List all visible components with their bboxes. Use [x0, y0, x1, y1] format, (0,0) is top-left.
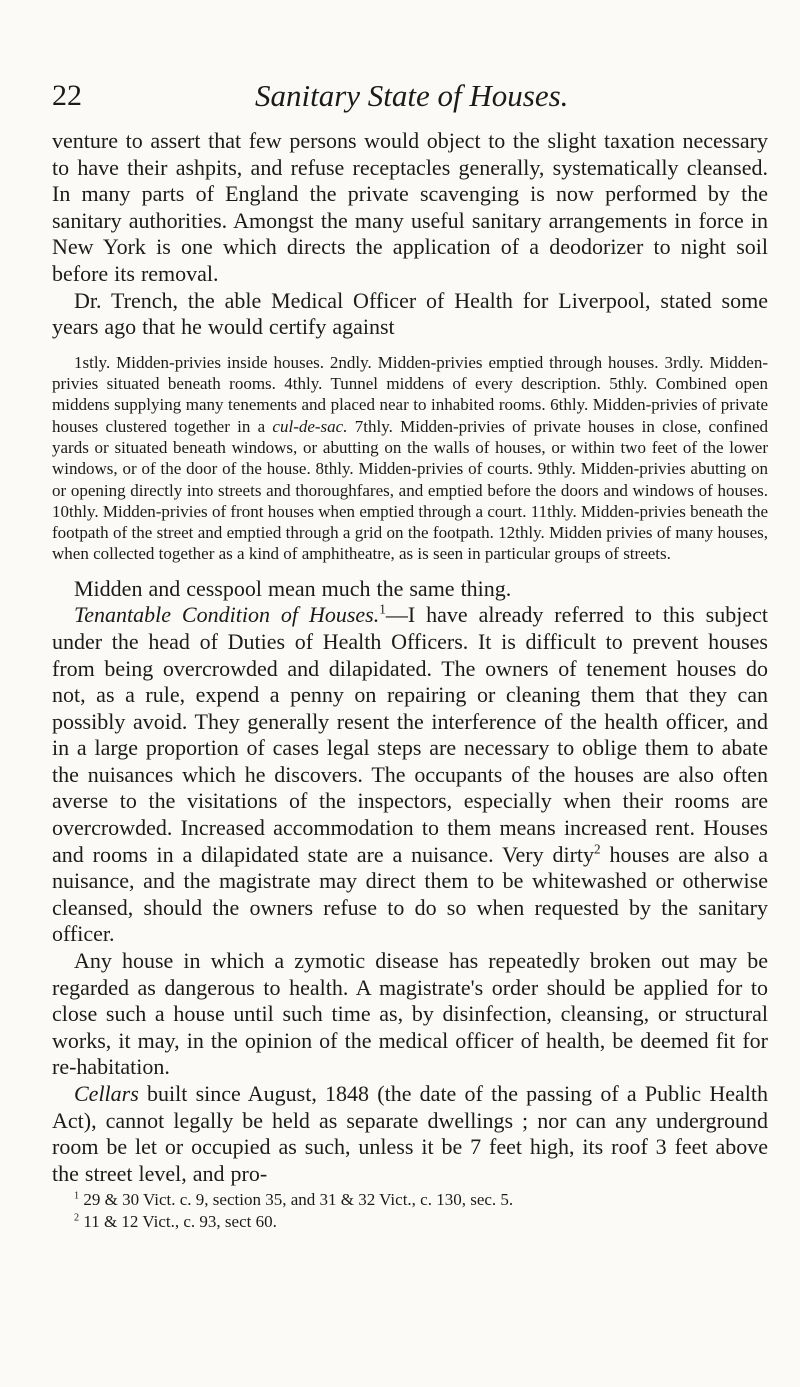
midden-privies-list	[52, 352, 768, 565]
footnote-text: 11 & 12 Vict., c. 93, sect 60.	[79, 1212, 277, 1232]
section-heading-tenantable: Tenantable Condition of Houses.	[74, 602, 380, 628]
running-title: Sanitary State of Houses.	[255, 78, 569, 113]
footnote-text: 29 & 30 Vict. c. 9, section 35, and 31 & 32 Vict., c. 130, sec. 5.	[79, 1190, 514, 1210]
tenantable-text-part1: —I have already referred to this subject under the head of Duties of Health Officers. It is difficult to prevent houses from being overcrowded and dilapidated. The owners of tenement houses do not, as a rule, expend a penny on repairing or cleaning them that they can possibly avoid. They generally resent the interference of the health officer, and in a large proportion of cases legal steps are necessary to oblige them to abate the nuisances which he discovers. The occupants of the houses are also often averse to the visitations of the inspectors, especially when their rooms are overcrowded. Increased accommodation to them means increased rent. Houses and rooms in a dilapidated state are a nuisance. Very dirty	[52, 602, 768, 867]
cellars-text: built since August, 1848 (the date of the passing of a Public Health Act), cannot legally be held as separate dwellings ; nor can any underground room be let or occupied as such, unless it be 7 feet high, its roof 3 feet above the street level, and pro-	[52, 1081, 768, 1186]
footnote-mark: 2	[74, 1212, 80, 1224]
paragraph-cellars	[52, 1081, 768, 1187]
list-text-part1: 1stly. Midden-privies inside houses. 2ndly. Midden-privies emptied through houses. 3rdly. Midden-privies situated beneath rooms. 4thly. Tunnel middens of every description. 5thly. Combined open middens supplying many tenements and placed near to inhabited rooms. 6thly. Midden-privies of private houses clustered together in a	[52, 352, 768, 436]
page-body	[52, 128, 768, 1233]
footnote-mark: 1	[74, 1190, 80, 1202]
footnote-ref-2: 2	[594, 841, 601, 857]
footnote-1	[52, 1189, 768, 1211]
footnote-ref-1: 1	[379, 601, 386, 617]
paragraph-ashpits: venture to assert that few persons would object to the slight taxation necessary to have their ashpits, and refuse receptacles generally, systematically cleansed. In many parts of England the private scavenging is now performed by the sanitary authorities. Amongst the many useful sanitary arrangements in force in New York is one which directs the application of a deodorizer to night soil before its removal.	[52, 128, 768, 286]
paragraph-dr-trench: Dr. Trench, the able Medical Officer of Health for Liverpool, stated some years ago that he would certify against	[52, 287, 768, 340]
list-text-part2: 7thly. Midden-privies of private houses in close, confined yards or situated beneath windows, or abutting on the walls of houses, or within two feet of the lower windows, or of the door of the house. 8thly. Midden-privies of courts. 9thly. Midden-privies abutting on or opening directly into streets and thoroughfares, and emptied before the doors and windows of houses. 10thly. Midden-privies of front houses when emptied through a court. 11thly. Midden-privies beneath the footpath of the street and emptied through a grid on the footpath. 12thly. Midden privies of many houses, when collected together as a kind of amphitheatre, as is seen in particular groups of streets.	[52, 416, 769, 564]
footnotes	[52, 1189, 768, 1233]
paragraph-zymotic-disease: Any house in which a zymotic disease has repeatedly broken out may be regarded as dangerous to health. A magistrate's order should be applied for to close such a house until such time as, by disinfection, cleansing, or structural works, it may, in the opinion of the medical officer of health, be deemed fit for re-habitation.	[52, 948, 768, 1080]
paragraph-tenantable-condition	[52, 602, 768, 948]
footnote-2	[52, 1211, 768, 1233]
section-heading-cellars: Cellars	[74, 1081, 139, 1106]
page-header	[0, 76, 800, 116]
page-number: 22	[52, 79, 82, 112]
tenantable-text-part2: houses are also a nuisance, and the magistrate may direct them to be whitewashed or otherwise cleansed, should the owners refuse to do so when requested by the sanitary officer.	[52, 841, 768, 947]
paragraph-midden-cesspool: Midden and cesspool mean much the same thing.	[74, 575, 512, 601]
list-italic-term: cul-de-sac.	[272, 416, 348, 436]
